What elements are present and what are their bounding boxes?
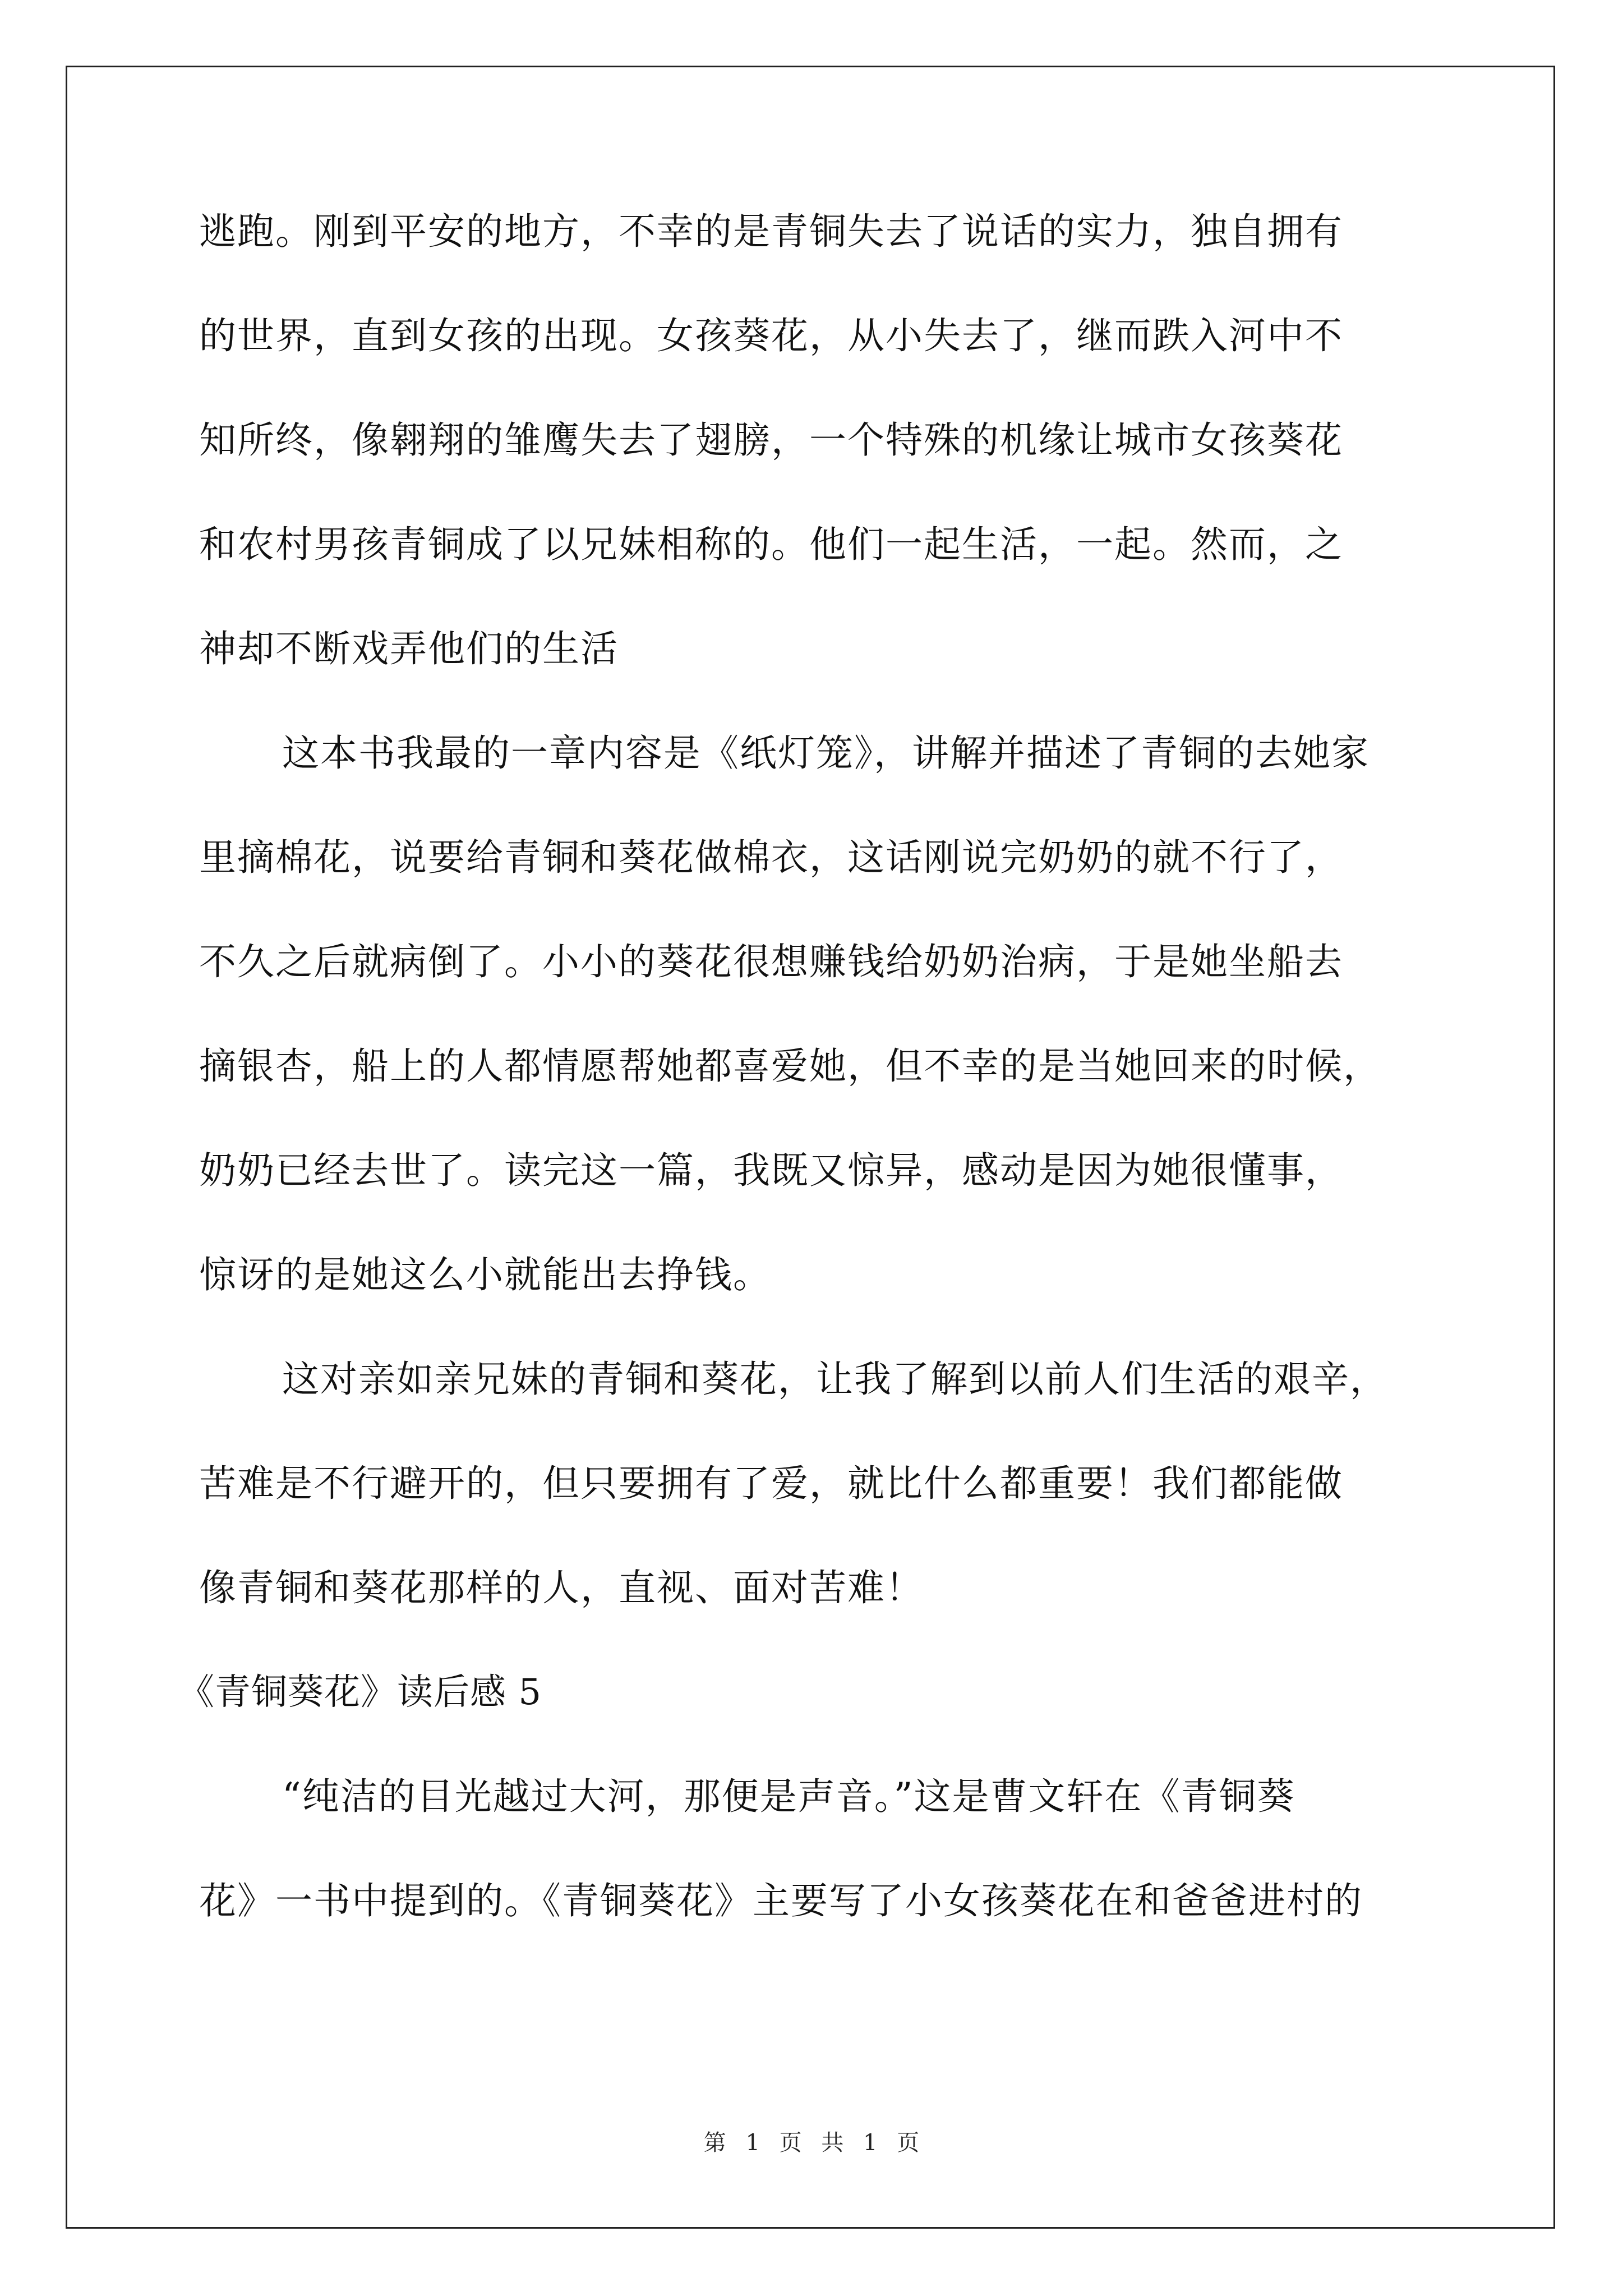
text-line: 知所终，像翱翔的雏鹰失去了翅膀，一个特殊的机缘让城市女孩葵花 [199, 418, 1343, 462]
paragraph-start-line: 这对亲如亲兄妹的青铜和葵花，让我了解到以前人们生活的艰辛， [282, 1358, 1388, 1401]
document-body [178, 210, 1427, 1987]
text-line: 苦难是不行避开的，但只要拥有了爱，就比什么都重要！我们都能做 [199, 1462, 1343, 1505]
text-line: 摘银杏，船上的人都情愿帮她都喜爱她，但不幸的是当她回来的时候， [199, 1045, 1381, 1088]
text-line: 逃跑。刚到平安的地方，不幸的是青铜失去了说话的实力，独自拥有 [199, 210, 1343, 253]
text-line: 不久之后就病倒了。小小的葵花很想赚钱给奶奶治病，于是她坐船去 [199, 940, 1343, 983]
text-line: 神却不断戏弄他们的生活 [199, 627, 619, 670]
page-footer: 第 1 页 共 1 页 [703, 2130, 920, 2156]
text-line: 像青铜和葵花那样的人，直视、面对苦难！ [199, 1566, 924, 1609]
text-line: 和农村男孩青铜成了以兄妹相称的。他们一起生活，一起。然而，之 [199, 523, 1343, 566]
text-line: 惊讶的是她这么小就能出去挣钱。 [199, 1253, 771, 1296]
paragraph-start-line: “纯洁的目光越过大河，那便是声音。”这是曹文轩在《青铜葵 [282, 1775, 1295, 1818]
paragraph-start-line: 这本书我最的一章内容是《纸灯笼》，讲解并描述了青铜的去她家 [282, 731, 1370, 775]
text-line: 里摘棉花，说要给青铜和葵花做棉衣，这话刚说完奶奶的就不行了， [199, 836, 1343, 879]
text-line: 的世界，直到女孩的出现。女孩葵花，从小失去了，继而跌入河中不 [199, 314, 1343, 357]
text-line: 花》一书中提到的。《青铜葵花》主要写了小女孩葵花在和爸爸进村的 [199, 1879, 1363, 1922]
text-line: 奶奶已经去世了。读完这一篇，我既又惊异，感动是因为她很懂事， [199, 1149, 1343, 1192]
section-heading: 《青铜葵花》读后感 5 [178, 1672, 542, 1713]
